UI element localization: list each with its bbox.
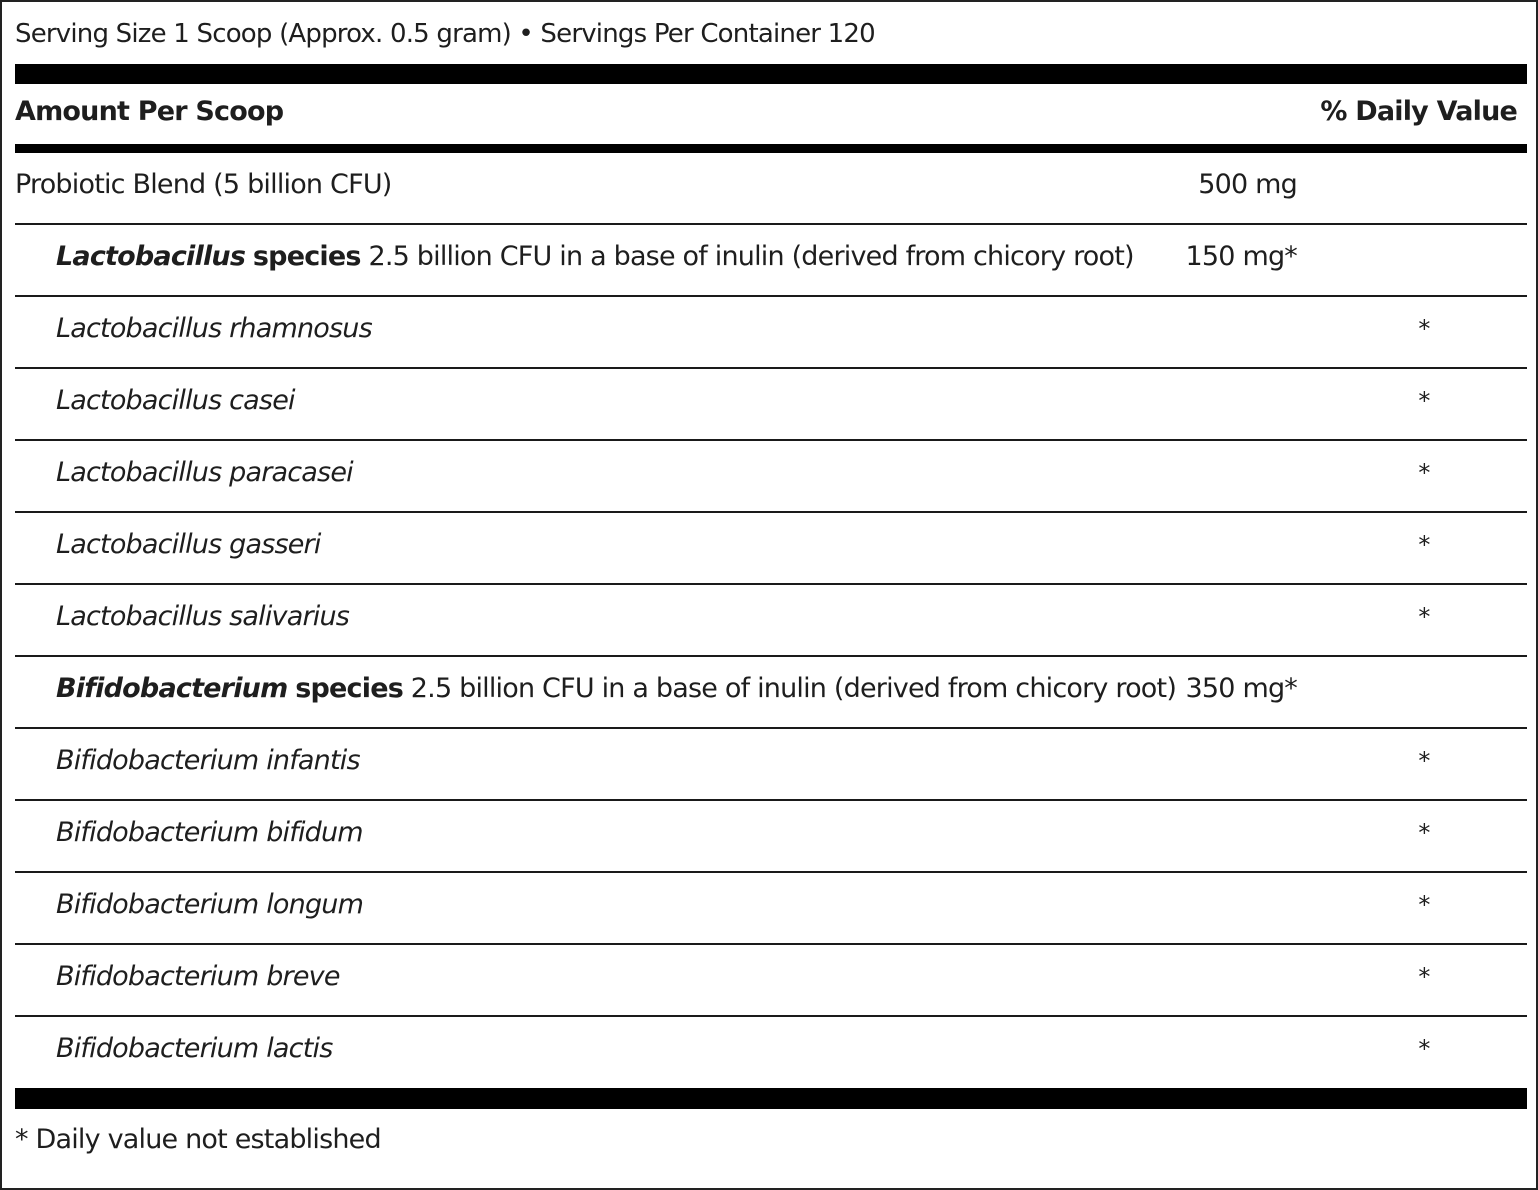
genus-name: Bifidobacterium: [56, 673, 288, 704]
table-row: [15, 801, 1527, 873]
table-row: [15, 441, 1527, 513]
table-row: [15, 1017, 1527, 1089]
daily-value: *: [1418, 603, 1430, 631]
table-row: [15, 513, 1527, 585]
daily-value: *: [1418, 387, 1430, 415]
footnote: * Daily value not established: [15, 1124, 381, 1155]
daily-value: *: [1418, 1035, 1430, 1063]
daily-value: *: [1418, 531, 1430, 559]
ingredient-name: Lactobacillus casei: [56, 385, 295, 416]
ingredient-amount: 350 mg*: [1185, 673, 1297, 704]
ingredient-name: Bifidobacterium breve: [56, 961, 340, 992]
species-word: species: [252, 241, 361, 272]
ingredient-group-name: [56, 237, 1134, 277]
table-row: [15, 297, 1527, 369]
group-description: 2.5 billion CFU in a base of inulin (derived from chicory root): [368, 241, 1134, 272]
thick-divider-top: [15, 64, 1527, 84]
nutrient-table: [15, 153, 1527, 1089]
table-row: [15, 729, 1527, 801]
medium-divider: [15, 144, 1527, 153]
ingredient-amount: 150 mg*: [1185, 241, 1297, 272]
genus-name: Lactobacillus: [56, 241, 246, 272]
ingredient-name: Bifidobacterium longum: [56, 889, 364, 920]
table-row: [15, 657, 1527, 729]
ingredient-name: Lactobacillus paracasei: [56, 457, 353, 488]
daily-value: *: [1418, 819, 1430, 847]
ingredient-name: Lactobacillus salivarius: [56, 601, 350, 632]
ingredient-name: Bifidobacterium bifidum: [56, 817, 363, 848]
table-row: [15, 369, 1527, 441]
daily-value-header: % Daily Value: [1320, 96, 1517, 127]
table-row: [15, 225, 1527, 297]
ingredient-amount: 500 mg: [1198, 169, 1297, 200]
group-description: 2.5 billion CFU in a base of inulin (derived from chicory root): [410, 673, 1177, 704]
species-word: species: [295, 673, 403, 704]
amount-per-scoop-header: Amount Per Scoop: [15, 96, 284, 127]
ingredient-group-name: [56, 669, 1176, 709]
table-row: [15, 945, 1527, 1017]
thick-divider-bottom: [15, 1088, 1527, 1109]
ingredient-name: Lactobacillus rhamnosus: [56, 313, 372, 344]
ingredient-name: Bifidobacterium lactis: [56, 1033, 333, 1064]
table-row: [15, 873, 1527, 945]
daily-value: *: [1418, 891, 1430, 919]
daily-value: *: [1418, 315, 1430, 343]
ingredient-name: Probiotic Blend (5 billion CFU): [15, 169, 392, 200]
ingredient-name: Lactobacillus gasseri: [56, 529, 321, 560]
serving-info: Serving Size 1 Scoop (Approx. 0.5 gram) • Servings Per Container 120: [15, 19, 875, 49]
table-row: [15, 153, 1527, 225]
table-row: [15, 585, 1527, 657]
ingredient-name: Bifidobacterium infantis: [56, 745, 360, 776]
daily-value: *: [1418, 747, 1430, 775]
daily-value: *: [1418, 459, 1430, 487]
daily-value: *: [1418, 963, 1430, 991]
